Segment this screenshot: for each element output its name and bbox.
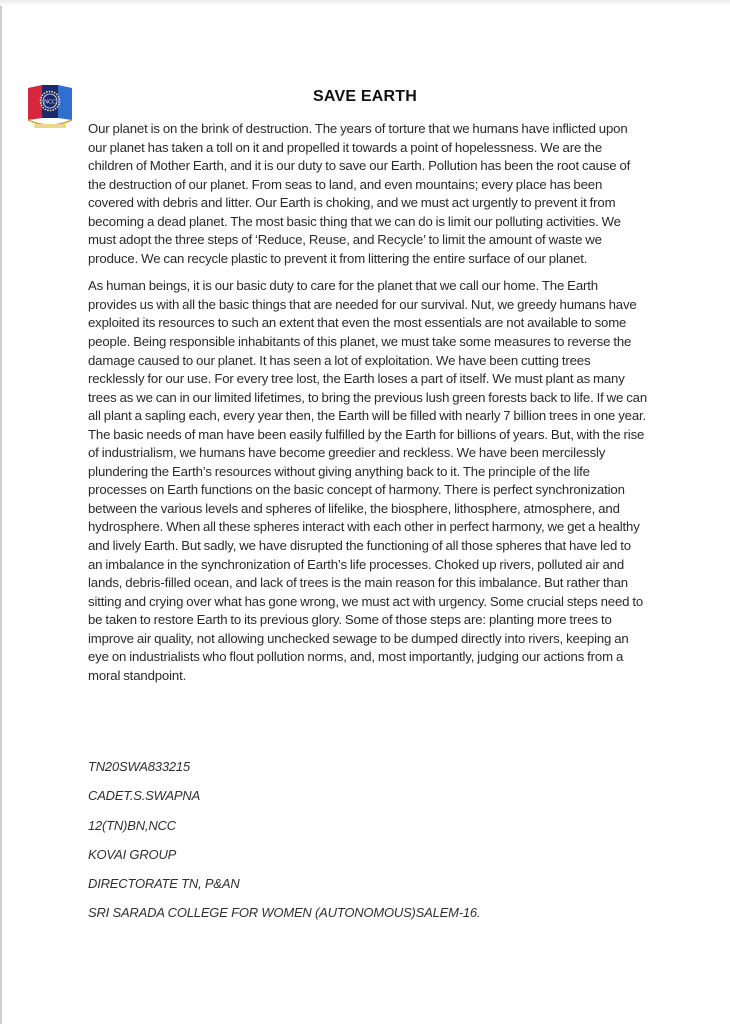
paragraph-1: Our planet is on the brink of destruction. The years of torture that we humans have inflicted upon our planet has taken a toll on it and propelled it towards a point of hopelessness. We are the children of Mother Earth, and it is our duty to save our Earth. Pollution has been the root cause of the destruction of our planet. From seas to land, and even mountains; every place has been covered with debris and litter. Our Earth is choking, and we must act urgently to prevent it from becoming a dead planet. The most basic thing that we can do is limit our polluting activities. We must adopt the three steps of ‘Reduce, Reuse, and Recycle’ to limit the amount of waste we produce. We can recycle plastic to prevent it from littering the entire surface of our planet.: [88, 121, 631, 266]
directorate: DIRECTORATE TN, P&AN: [88, 876, 240, 892]
document-title: SAVE EARTH: [313, 88, 417, 105]
signature-block: [88, 759, 480, 935]
essay-body: [88, 120, 648, 694]
paragraph-2: As human beings, it is our basic duty to care for the planet that we call our home. The Earth provides us with all the basic things that are needed for our survival. Nut, we greedy humans have exploited its resources to such an extent that even the most essentials are not available to some people. Being responsible inhabitants of this planet, we must take some measures to reverse the damage caused to our planet. It has seen a lot of exploitation. We have been cutting trees recklessly for our use. For every tree lost, the Earth loses a part of itself. We must plant as many trees as we can in our limited lifetimes, to bring the previous lush green forests back to life. If we can all plant a sapling each, every year then, the Earth will be filled with nearly 7 billion trees in one year. The basic needs of man have been easily fulfilled by the Earth for billions of years. But, with the rise of industrialism, we humans have become greedier and reckless. We have been mercilessly plundering the Earth’s resources without giving anything back to it. The principle of the life processes on Earth functions on the basic concept of harmony. There is perfect synchronization between the various levels and spheres of lifelike, the biosphere, lithosphere, atmosphere, and hydrosphere. When all these spheres interact with each other in perfect harmony, we get a healthy and lively Earth. But sadly, we have disrupted the functioning of all those spheres that have led to an imbalance in the synchronization of Earth’s life processes. Choked up rivers, polluted air and lands, debris-filled ocean, and lack of trees is the main reason for this imbalance. But rather than sitting and crying over what has gone wrong, we must act with urgency. Some crucial steps need to be taken to restore Earth to its previous glory. Some of those steps are: planting more trees to improve air quality, not allowing unchecked sewage to be dumped directly into rivers, keeping an eye on industrialists who flout pollution norms, and, most importantly, judging our actions from a moral standpoint.: [88, 278, 648, 683]
group: KOVAI GROUP: [88, 846, 177, 862]
page-edge: [0, 0, 2, 1024]
page-top-shadow: [0, 0, 730, 6]
battalion: 12(TN)BN,NCC: [88, 817, 176, 833]
cadet-id: TN20SWA833215: [88, 759, 190, 774]
ncc-emblem-text: NCC: [43, 99, 57, 106]
cadet-name: CADET.S.SWAPNA: [88, 788, 201, 804]
college: SRI SARADA COLLEGE FOR WOMEN (AUTONOMOUS)SALEM-16.: [88, 905, 481, 921]
